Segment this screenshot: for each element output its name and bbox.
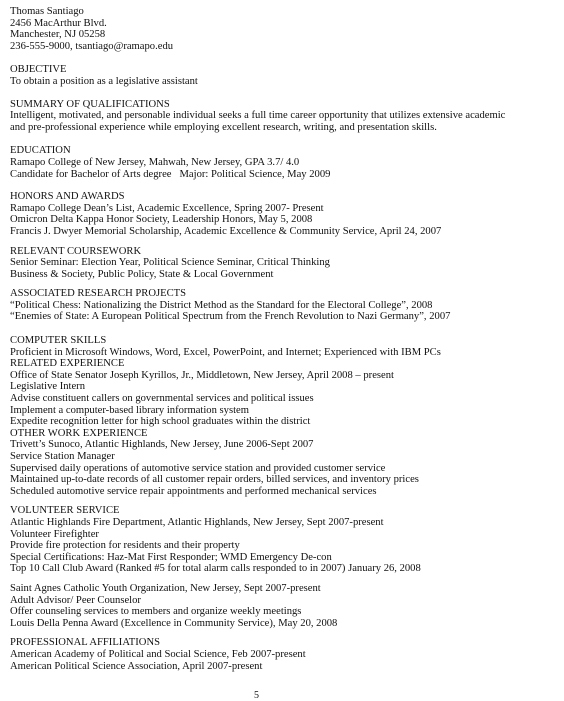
resume-page [10, 6, 554, 672]
section-heading: VOLUNTEER SERVICE [10, 505, 120, 517]
coursework-section [10, 246, 554, 281]
computer-text: Proficient in Microsoft Windows, Word, Excel, PowerPoint, and Internet; Experienced with IBM PCs [10, 346, 441, 358]
contact-phone-email: 236-555-9000, tsantiago@ramapo.edu [10, 40, 174, 52]
list-item: “Enemies of State: A European Political Spectrum from the French Revolution to Nazi Germany”, 2007 [10, 311, 451, 323]
list-item: Omicron Delta Kappa Honor Society, Leadership Honors, May 5, 2008 [10, 214, 313, 226]
section-heading: HONORS AND AWARDS [10, 191, 125, 203]
list-item: Scheduled automotive service repair appointments and performed mechanical services [10, 485, 377, 497]
section-heading: OBJECTIVE [10, 64, 67, 76]
education-major: Major: Political Science, May 2009 [179, 168, 331, 180]
honors-section [10, 191, 554, 237]
other-work-section [10, 428, 554, 498]
list-item: Special Certifications: Haz-Mat First Responder; WMD Emergency De-con [10, 551, 332, 563]
list-item: Service Station Manager [10, 451, 115, 462]
list-item: Expedite recognition letter for high school graduates within the district [10, 416, 311, 428]
contact-block [10, 6, 554, 52]
list-item: Implement a computer-based library information system [10, 404, 249, 416]
list-item: Legislative Intern [10, 381, 86, 393]
list-item: Office of State Senator Joseph Kyrillos, Jr., Middletown, New Jersey, April 2008 – present [10, 369, 394, 381]
section-heading: EDUCATION [10, 145, 71, 157]
page-number: 5 [254, 690, 259, 701]
list-item: Volunteer Firefighter [10, 528, 99, 540]
contact-address: 2456 MacArthur Blvd. [10, 17, 107, 29]
list-item: Maintained up-to-date records of all customer repair orders, billed services, and inventory prices [10, 474, 419, 486]
section-heading: PROFESSIONAL AFFILIATIONS [10, 637, 161, 649]
volunteer-section [10, 505, 554, 629]
related-section [10, 358, 554, 428]
affiliations-section [10, 637, 554, 672]
summary-text: Intelligent, motivated, and personable individual seeks a full time career opportunity that utilizes extensive academic and pre-professional experience while employing excellent research, writing, and presentation skills. [10, 110, 506, 133]
objective-section [10, 64, 554, 87]
section-heading: RELATED EXPERIENCE [10, 358, 125, 370]
section-heading: COMPUTER SKILLS [10, 335, 107, 347]
list-item: “Political Chess: Nationalizing the District Method as the Standard for the Electoral College”, 2008 [10, 299, 433, 311]
objective-text: To obtain a position as a legislative assistant [10, 75, 198, 87]
list-item: Provide fire protection for residents and their property [10, 540, 240, 552]
list-item: Adult Advisor/ Peer Counselor [10, 594, 141, 606]
section-heading: RELEVANT COURSEWORK [10, 245, 142, 257]
list-item: Senior Seminar: Election Year, Political Science Seminar, Critical Thinking [10, 257, 330, 269]
list-item: Ramapo College Dean’s List, Academic Excellence, Spring 2007- Present [10, 202, 324, 214]
education-section [10, 145, 554, 180]
education-school: Ramapo College of New Jersey, Mahwah, New Jersey, GPA 3.7/ 4.0 [10, 156, 300, 168]
section-heading: OTHER WORK EXPERIENCE [10, 427, 148, 439]
research-section [10, 288, 554, 323]
list-item: American Political Science Association, April 2007-present [10, 660, 263, 672]
summary-section [10, 99, 554, 134]
list-item: Atlantic Highlands Fire Department, Atlantic Highlands, New Jersey, Sept 2007-present [10, 516, 384, 528]
education-degree: Candidate for Bachelor of Arts degree [10, 168, 172, 180]
list-item: Top 10 Call Club Award (Ranked #5 for total alarm calls responded to in 2007) January 26, 2008 [10, 563, 421, 575]
list-item: Francis J. Dwyer Memorial Scholarship, Academic Excellence & Community Service, April 24, 2007 [10, 225, 442, 237]
contact-name: Thomas Santiago [10, 6, 84, 17]
list-item: Trivett’s Sunoco, Atlantic Highlands, New Jersey, June 2006-Sept 2007 [10, 439, 314, 451]
section-heading: ASSOCIATED RESEARCH PROJECTS [10, 288, 187, 300]
list-item: Supervised daily operations of automotive service station and provided customer service [10, 462, 386, 474]
list-item: Saint Agnes Catholic Youth Organization, New Jersey, Sept 2007-present [10, 582, 321, 594]
list-item: Louis Della Penna Award (Excellence in Community Service), May 20, 2008 [10, 617, 338, 629]
list-item: Advise constituent callers on governmental services and political issues [10, 393, 314, 405]
list-item: Offer counseling services to members and organize weekly meetings [10, 606, 302, 618]
section-heading: SUMMARY OF QUALIFICATIONS [10, 98, 170, 110]
computer-section [10, 335, 554, 358]
list-item: American Academy of Political and Social Science, Feb 2007-present [10, 648, 306, 660]
education-degree-line [10, 169, 554, 181]
contact-city: Manchester, NJ 05258 [10, 29, 106, 41]
list-item: Business & Society, Public Policy, State & Local Government [10, 268, 274, 280]
